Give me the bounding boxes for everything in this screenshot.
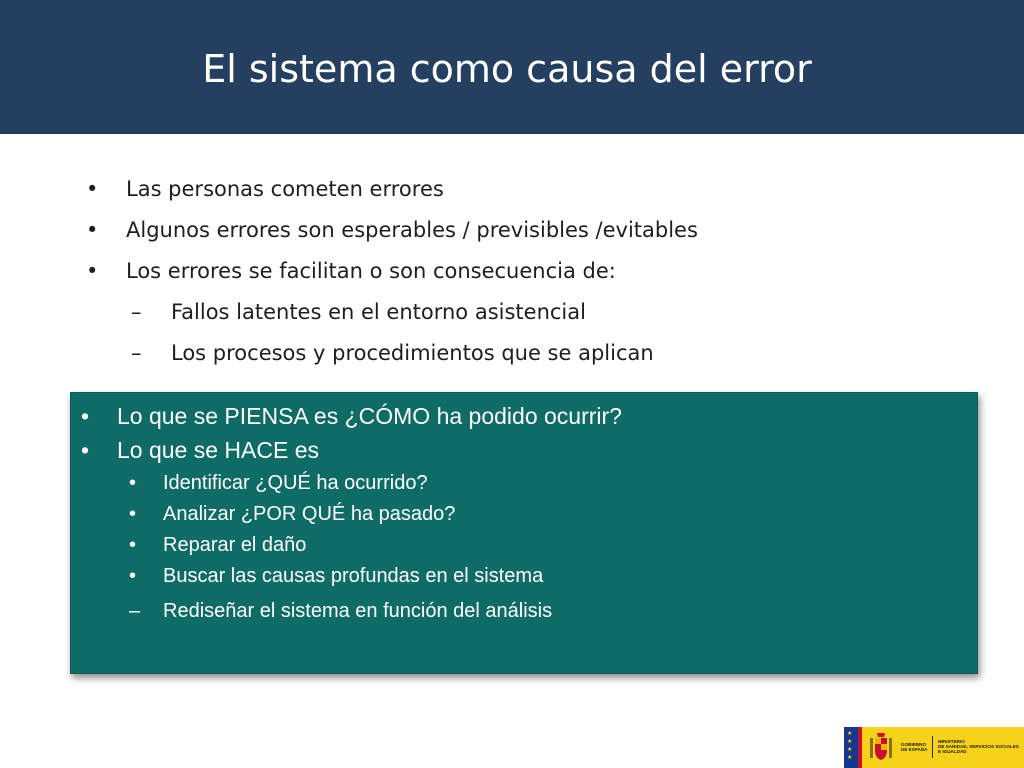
government-logo <box>844 727 1024 768</box>
eu-flag-icon: ★ ★ ★ ★ <box>844 727 858 768</box>
bullet-marker: • <box>86 259 99 283</box>
logo-ministry-text: MINISTERIO DE SANIDAD, SERVICIOS SOCIALES E IGUALDAD <box>938 739 1019 754</box>
bullet-item <box>86 254 698 295</box>
bullet-item <box>86 172 698 213</box>
bullet-marker: • <box>129 534 137 556</box>
callout-box <box>70 392 978 674</box>
bullet-marker: • <box>81 437 90 463</box>
callout-text: Buscar las causas profundas en el sistema <box>163 565 544 587</box>
logo-government-text: GOBIERNO DE ESPAÑA <box>901 742 928 752</box>
sub-bullet-item <box>86 295 698 336</box>
bullet-item <box>86 213 698 254</box>
callout-text: Identificar ¿QUÉ ha ocurrido? <box>163 472 428 494</box>
logo-divider <box>932 736 933 758</box>
bullet-text: Fallos latentes en el entorno asistencial <box>171 300 586 324</box>
bullet-marker: • <box>81 403 90 429</box>
dash-marker: – <box>131 300 142 324</box>
bullet-marker: • <box>129 503 137 525</box>
title-bar <box>0 0 1024 134</box>
bullet-list <box>86 172 698 377</box>
bullet-marker: • <box>86 218 99 242</box>
callout-text: Lo que se HACE es <box>117 437 320 463</box>
bullet-marker: • <box>129 565 137 587</box>
bullet-text: Los procesos y procedimientos que se aplican <box>171 341 654 365</box>
bullet-text: Las personas cometen errores <box>126 177 444 201</box>
callout-text: Analizar ¿POR QUÉ ha pasado? <box>163 503 456 525</box>
sub-bullet-item <box>86 336 698 377</box>
dash-marker: – <box>131 341 142 365</box>
bullet-marker: • <box>86 177 99 201</box>
bullet-text: Algunos errores son esperables / previsibles /evitables <box>126 218 698 242</box>
coat-of-arms-icon <box>868 732 894 762</box>
callout-text: Reparar el daño <box>163 534 307 556</box>
bullet-text: Los errores se facilitan o son consecuencia de: <box>126 259 616 283</box>
bullet-marker: • <box>129 472 137 494</box>
dash-marker: – <box>129 600 141 622</box>
callout-text: Lo que se PIENSA es ¿CÓMO ha podido ocurrir? <box>117 403 622 429</box>
callout-text: Rediseñar el sistema en función del análisis <box>163 600 553 622</box>
slide-title: El sistema como causa del error <box>202 47 812 91</box>
flag-stripe <box>858 727 862 768</box>
